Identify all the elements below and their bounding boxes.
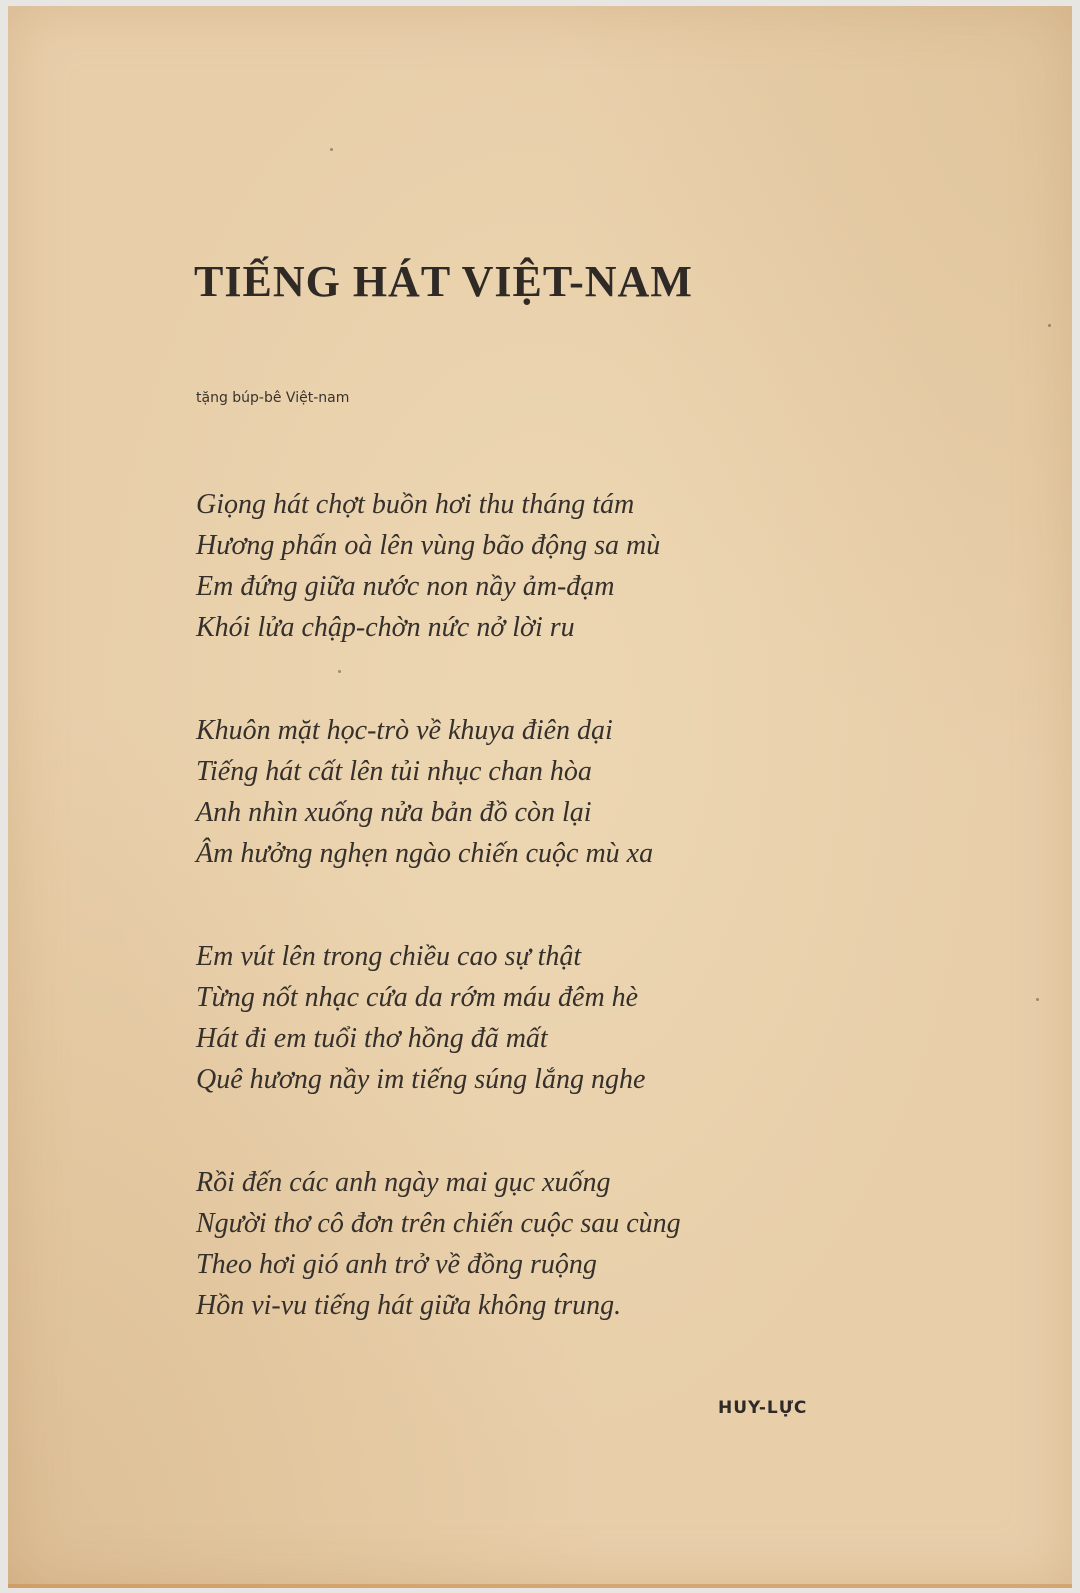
paper-speck — [338, 670, 341, 673]
poem-line: Khói lửa chập-chờn nức nở lời ru — [196, 612, 575, 643]
poem-line: Giọng hát chợt buồn hơi thu tháng tám — [196, 489, 635, 520]
poem-line: Quê hương nầy im tiếng súng lắng nghe — [196, 1064, 646, 1095]
stanza — [196, 484, 816, 648]
poem-line: Khuôn mặt học-trò về khuya điên dại — [196, 715, 613, 746]
poem-line: Hương phấn oà lên vùng bão động sa mù — [196, 530, 661, 561]
poem-line: Rồi đến các anh ngày mai gục xuống — [196, 1167, 611, 1198]
stanza — [196, 710, 816, 874]
stanza — [196, 1162, 816, 1326]
stanza — [196, 936, 816, 1100]
poem-dedication: tặng búp-bê Việt-nam — [196, 390, 350, 406]
paper-speck — [330, 148, 333, 151]
poem-title: TIẾNG HÁT VIỆT-NAM — [194, 257, 693, 306]
poem-author: HUY-LỰC — [718, 1398, 808, 1418]
poem-line: Người thơ cô đơn trên chiến cuộc sau cùng — [196, 1208, 681, 1239]
poem-line: Từng nốt nhạc cứa da rớm máu đêm hè — [196, 982, 639, 1013]
poem-line: Hát đi em tuổi thơ hồng đã mất — [196, 1023, 548, 1054]
poem-line: Âm hưởng nghẹn ngào chiến cuộc mù xa — [196, 838, 654, 869]
page-edge — [8, 1584, 1072, 1588]
poem-line: Anh nhìn xuống nửa bản đồ còn lại — [196, 797, 592, 828]
poem-line: Em đứng giữa nước non nầy ảm-đạm — [196, 571, 615, 602]
paper-speck — [1036, 998, 1039, 1001]
poem-line: Theo hơi gió anh trở về đồng ruộng — [196, 1249, 597, 1280]
paper-speck — [1048, 324, 1051, 327]
poem-line: Tiếng hát cất lên tủi nhục chan hòa — [196, 756, 592, 787]
book-page — [8, 6, 1072, 1588]
poem-body — [196, 484, 816, 1388]
poem-line: Em vút lên trong chiều cao sự thật — [196, 941, 582, 972]
poem-line: Hồn vi-vu tiếng hát giữa không trung. — [196, 1290, 622, 1321]
